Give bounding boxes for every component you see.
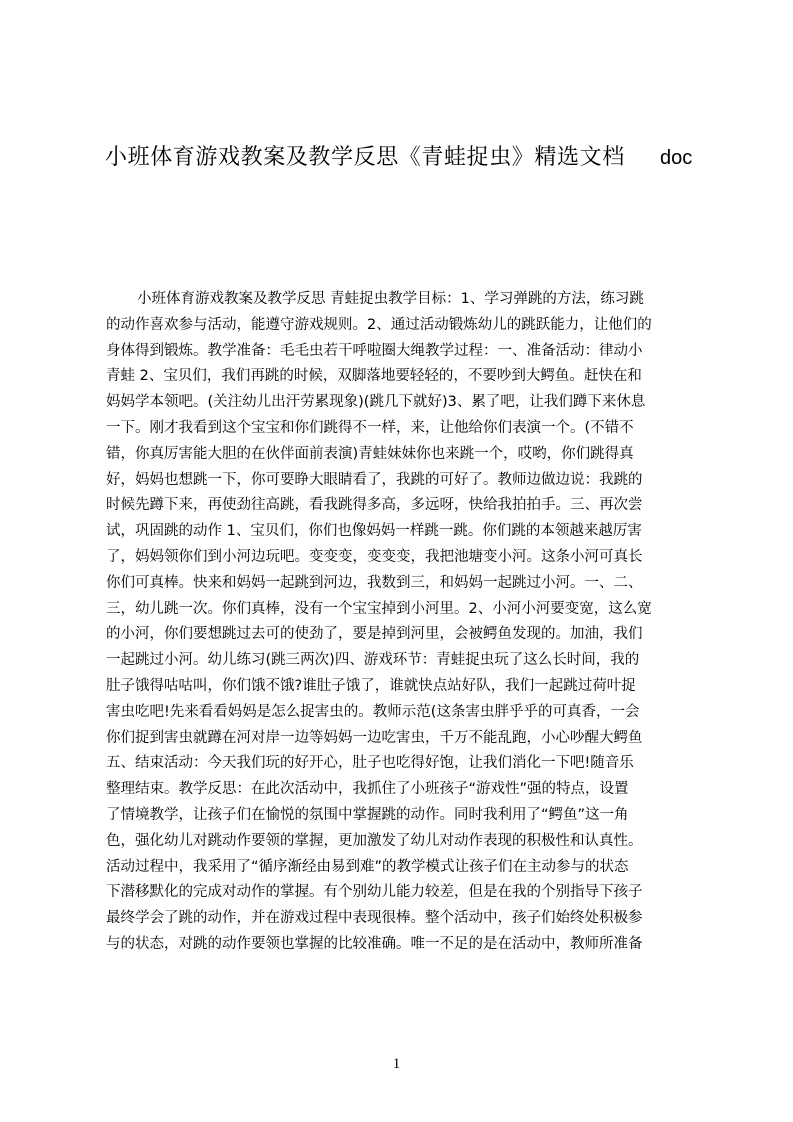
body-line: 试，巩固跳的动作 1、宝贝们，你们也像妈妈一样跳一跳。你们跳的本领越来越厉害	[106, 523, 642, 540]
body-line: 整理结束。教学反思：在此次活动中，我抓住了小班孩子“游戏性”强的特点，设置	[106, 781, 629, 798]
body-line: 肚子饿得咕咕叫，你们饿不饿?谁肚子饿了，谁就快点站好队，我们一起跳过荷叶捉	[106, 677, 636, 694]
body-line: 活动过程中，我采用了“循序渐经由易到难”的教学模式让孩子们在主动参与的状态	[106, 858, 629, 875]
body-line: 的小河，你们要想跳过去可的使劲了，要是掉到河里，会被鳄鱼发现的。加油，我们	[106, 626, 643, 643]
body-line: 的动作喜欢参与活动，能遵守游戏规则。2、通过活动锻炼幼儿的跳跃能力，让他们的	[106, 316, 652, 333]
body-line: 三，幼儿跳一次。你们真棒，没有一个宝宝掉到小河里。2、小河小河要变宽，这么宽	[106, 600, 652, 617]
document-title-text: 小班体育游戏教案及教学反思《青蛙捉虫》精选文档	[105, 145, 625, 170]
body-line: 与的状态，对跳的动作要领也掌握的比较准确。唯一不足的是在活动中，教师所准备	[106, 935, 643, 952]
document-title	[105, 143, 705, 175]
body-line: 小班体育游戏教案及教学反思 青蛙捉虫教学目标：1、学习弹跳的方法，练习跳	[137, 291, 644, 307]
body-line: 最终学会了跳的动作，并在游戏过程中表现很棒。整个活动中，孩子们始终处积极参	[106, 910, 643, 927]
document-body	[106, 287, 698, 958]
body-line: 你们可真棒。快来和妈妈一起跳到河边，我数到三，和妈妈一起跳过小河。一、二、	[106, 574, 643, 591]
body-line: 一起跳过小河。幼儿练习(跳三两次)四、游戏环节：青蛙捉虫玩了这么长时间，我的	[106, 652, 640, 669]
body-line: 色，强化幼儿对跳动作要领的掌握，更加激发了幼儿对动作表现的积极性和认真性。	[106, 832, 643, 849]
body-line: 了情境教学，让孩子们在愉悦的氛围中掌握跳的动作。同时我利用了“鳄鱼”这一角	[106, 806, 629, 823]
body-line: 好，妈妈也想跳一下，你可要睁大眼睛看了，我跳的可好了。教师边做边说：我跳的	[106, 471, 643, 488]
body-line: 错，你真厉害能大胆的在伙伴面前表演)青蛙妹妹你也来跳一个，哎哟，你们跳得真	[106, 445, 634, 462]
body-line: 一下。刚才我看到这个宝宝和你们跳得不一样，来，让他给你们表演一个。(不错不	[106, 419, 634, 436]
page-number: 1	[392, 1056, 401, 1072]
body-line: 下潜移默化的完成对动作的掌握。有个别幼儿能力较差，但是在我的个别指导下孩子	[106, 884, 643, 901]
body-line: 了，妈妈领你们到小河边玩吧。变变变，变变变，我把池塘变小河。这条小河可真长	[106, 548, 643, 565]
body-line: 青蛙 2、宝贝们，我们再跳的时候，双脚落地要轻轻的，不要吵到大鳄鱼。赶快在和	[106, 368, 642, 385]
body-line: 你们捉到害虫就蹲在河对岸一边等妈妈一边吃害虫，千万不能乱跑，小心吵醒大鳄鱼	[106, 729, 643, 746]
body-line: 时候先蹲下来，再使劲往高跳，看我跳得多高，多远呀，快给我拍拍手。三、再次尝	[106, 497, 643, 514]
body-line: 害虫吃吧!先来看看妈妈是怎么捉害虫的。教师示范(这条害虫胖乎乎的可真香，一会	[106, 703, 640, 720]
body-line: 身体得到锻炼。教学准备：毛毛虫若干呼啦圈大绳教学过程：一、准备活动：律动小	[106, 342, 643, 359]
body-line: 妈妈学本领吧。(关注幼儿出汗劳累现象)(跳几下就好)3、累了吧，让我们蹲下来休息	[106, 394, 646, 411]
body-line: 五、结束活动：今天我们玩的好开心，肚子也吃得好饱，让我们消化一下吧!随音乐	[106, 755, 634, 772]
document-title-suffix: doc	[660, 147, 693, 169]
